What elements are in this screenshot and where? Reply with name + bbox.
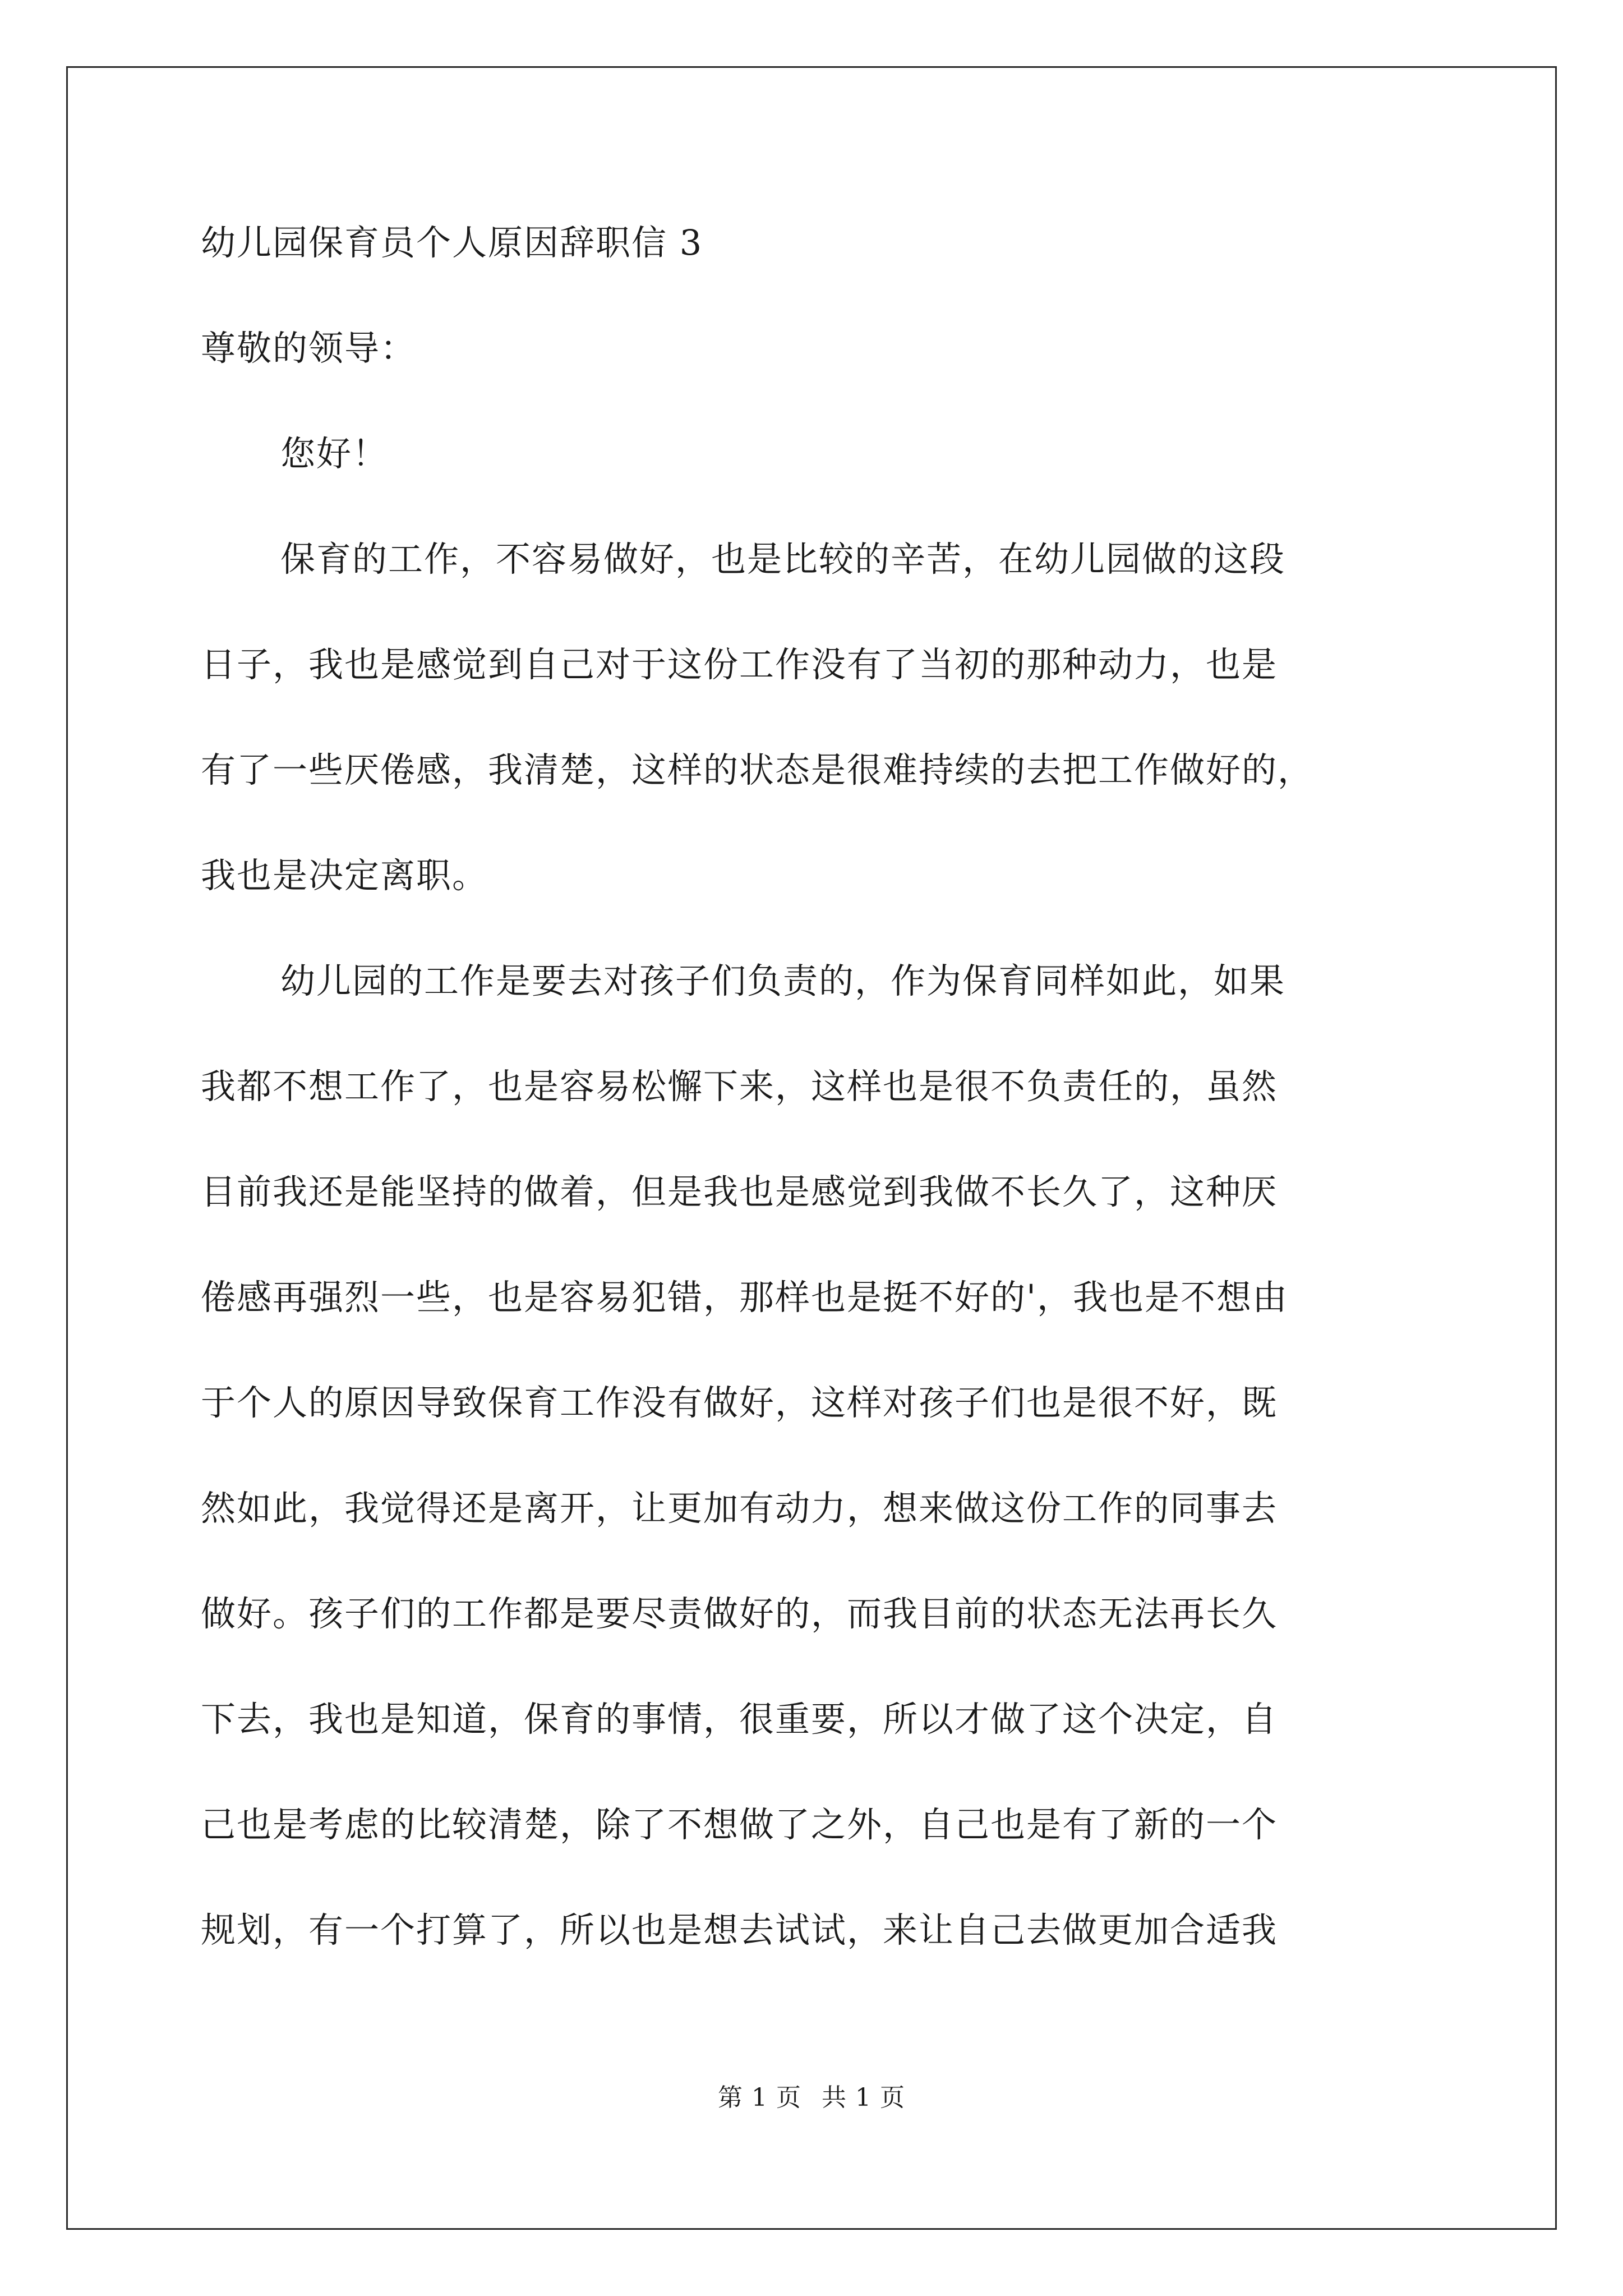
paragraph-line: 下去，我也是知道，保育的事情，很重要，所以才做了这个决定，自 (201, 1699, 1278, 1740)
page-number: 第 1 页 (718, 2083, 801, 2112)
paragraph-line: 幼儿园的工作是要去对孩子们负责的，作为保育同样如此，如果 (280, 960, 1286, 1001)
paragraph-line: 规划，有一个打算了，所以也是想去试试，来让自己去做更加合适我 (201, 1910, 1278, 1950)
paragraph-line: 目前我还是能坚持的做着，但是我也是感觉到我做不长久了，这种厌 (201, 1171, 1278, 1212)
paragraph-line: 倦感再强烈一些，也是容易犯错，那样也是挺不好的'，我也是不想由 (201, 1277, 1289, 1318)
paragraph-line: 己也是考虑的比较清楚，除了不想做了之外，自己也是有了新的一个 (201, 1804, 1278, 1845)
greeting: 您好！ (280, 433, 389, 474)
paragraph-line: 我都不想工作了，也是容易松懈下来，这样也是很不负责任的，虽然 (201, 1066, 1278, 1107)
paragraph-line: 然如此，我觉得还是离开，让更加有动力，想来做这份工作的同事去 (201, 1488, 1278, 1529)
salutation: 尊敬的领导： (201, 328, 417, 369)
document-title: 幼儿园保育员个人原因辞职信 3 (201, 222, 703, 263)
paragraph-line: 日子，我也是感觉到自己对于这份工作没有了当初的那种动力，也是 (201, 644, 1278, 685)
paragraph-2 (201, 960, 1429, 1951)
paragraph-line: 做好。孩子们的工作都是要尽责做好的，而我目前的状态无法再长久 (201, 1593, 1278, 1634)
paragraph-line: 于个人的原因导致保育工作没有做好，这样对孩子们也是很不好，既 (201, 1382, 1278, 1423)
page-total: 共 1 页 (822, 2083, 905, 2112)
paragraph-1 (201, 538, 1429, 896)
document-body (201, 222, 1429, 2014)
paragraph-line: 保育的工作，不容易做好，也是比较的辛苦，在幼儿园做的这段 (280, 539, 1286, 579)
paragraph-line: 我也是决定离职。 (201, 855, 488, 896)
page-footer (0, 2082, 1623, 2114)
paragraph-line: 有了一些厌倦感，我清楚，这样的状态是很难持续的去把工作做好的， (201, 749, 1314, 790)
